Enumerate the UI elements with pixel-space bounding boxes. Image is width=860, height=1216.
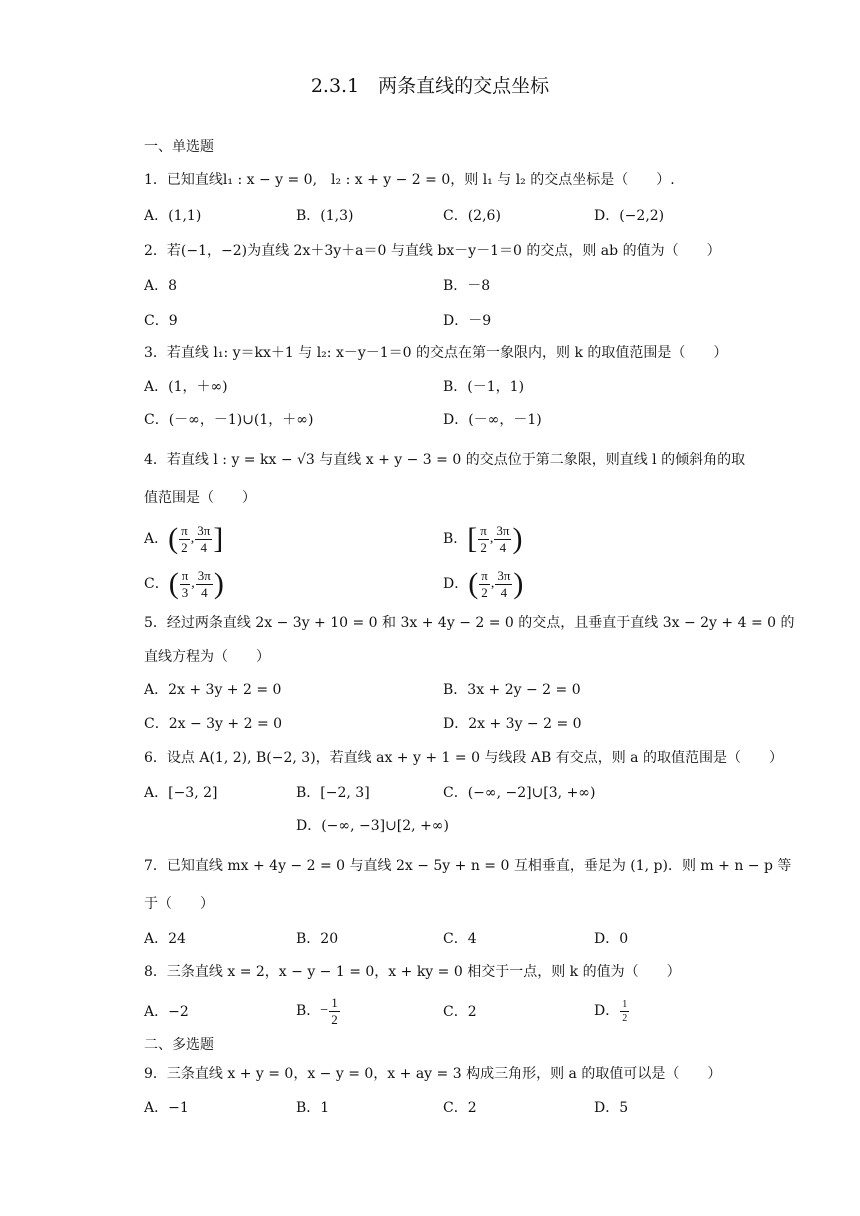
fraction-upper [494,524,511,555]
denominator: 3 [181,584,189,600]
question-7-stem-line-1: 7．已知直线 mx + 4y − 2 = 0 与直线 2x − 5y + n = 0 互相垂直，垂足为 (1, p)．则 m + n − p 等 [144,858,792,874]
question-2-option-d: D．－9 [443,313,492,329]
open-bracket: ( [168,567,179,600]
question-7-stem-line-2: 于（ ） [144,896,214,912]
question-6-stem: 6．设点 A(1, 2), B(−2, 3)，若直线 ax + y + 1 = 0 与线段 AB 有交点，则 a 的取值范围是（ ） [144,750,783,766]
question-4-option-c: C． ( $\frac{\pi}{3}$ , $\frac{3\pi}{4}$ ) [144,567,224,600]
question-4-stem-line-1: 4．若直线 l : y = kx − √3 与直线 x + y − 3 = 0 的交点位于第二象限，则直线 l 的倾斜角的取 [144,452,746,468]
question-5-stem-line-2: 直线方程为（ ） [144,649,270,665]
question-8-option-d [594,994,630,1028]
close-bracket: ) [213,567,224,600]
denominator: 2 [622,1012,628,1024]
fraction [329,996,340,1027]
question-4-stem-line-2: 值范围是（ ） [144,490,256,506]
question-6-option-c: C．(−∞, −2]∪[3, +∞) [443,785,596,801]
close-bracket: ) [513,567,524,600]
question-1-option-d: D．(−2,2) [594,208,665,224]
numerator: π [481,567,488,583]
question-1-stem: 1．已知直线l₁ : x − y = 0, l₂ : x + y − 2 = 0，则 l₁ 与 l₂ 的交点坐标是（ ）. [144,172,675,188]
fraction-lower [478,524,489,555]
option-letter: B． [443,531,468,547]
question-1-option-c: C．(2,6) [443,208,501,224]
question-9-option-c: C．2 [443,1100,477,1116]
denominator: 2 [481,584,488,600]
option-letter: D． [594,1003,620,1019]
question-7-option-c: C．4 [443,931,477,947]
fraction-lower [180,569,191,600]
question-2-option-a: A．8 [144,278,178,294]
question-7-option-b: B．20 [296,931,339,947]
question-7-option-d: D．0 [594,931,629,947]
denominator: 2 [181,539,188,555]
question-2-stem: 2．若(−1，−2)为直线 2x＋3y＋a＝0 与直线 bx－y－1＝0 的交点，则 ab 的值为（ ） [144,243,721,259]
question-9-option-d: D．5 [594,1100,629,1116]
denominator: 2 [480,539,487,555]
numerator: π [181,522,188,538]
fraction-lower [479,569,490,600]
question-2-option-b: B．－8 [443,278,491,294]
question-1-option-b: B．(1,3) [296,208,354,224]
option-letter: C． [144,576,169,592]
question-4-option-d: D． ( $\frac{\pi}{2}$ , $\frac{3\pi}{4}$ ) [443,567,524,600]
denominator: 4 [201,584,208,600]
denominator: 2 [331,1011,338,1027]
numerator: π [181,567,189,583]
question-5-option-b: B．3x + 2y − 2 = 0 [443,682,581,698]
question-6-option-b: B．[−2, 3] [296,785,370,801]
question-5-stem-line-1: 5．经过两条直线 2x − 3y + 10 = 0 和 3x + 4y − 2 = 0 的交点，且垂直于直线 3x − 2y + 4 = 0 的 [144,615,795,631]
close-bracket: ] [213,522,224,555]
fraction-upper [196,569,213,600]
question-4-option-b: B． [ $\frac{\pi}{2}$ , $\frac{3\pi}{4}$ ) [443,522,523,555]
numerator: 1 [331,994,338,1010]
question-8-option-c: C．2 [443,1004,477,1020]
section-single-choice: 一、单选题 [144,139,214,155]
numerator: 3π [197,522,211,538]
numerator: 1 [622,998,628,1010]
denominator: 4 [200,539,207,555]
open-bracket: ( [168,522,179,555]
numerator: π [480,522,487,538]
question-6-option-a: A．[−3, 2] [144,785,218,801]
close-bracket: ) [512,522,523,555]
numerator: 3π [197,567,211,583]
fraction-lower [179,524,190,555]
question-6-option-d: D．(−∞, −3]∪[2, +∞) [296,818,449,834]
question-3-stem: 3．若直线 l₁: y＝kx＋1 与 l₂: x－y－1＝0 的交点在第一象限内，则 k 的取值范围是（ ） [144,345,728,361]
question-4-option-a: A． ( $\frac{\pi}{2}$ , $\frac{3\pi}{4}$ ] [144,522,224,555]
question-8-stem: 8．三条直线 x = 2，x − y − 1 = 0，x + ky = 0 相交于一点，则 k 的值为（ ） [144,964,681,980]
option-letter: D． [443,576,469,592]
question-1-option-a: A．(1,1) [144,208,202,224]
numerator: 3π [497,567,511,583]
denominator: 4 [499,539,507,555]
fraction [620,999,629,1024]
option-letter: B． [296,1003,321,1019]
question-3-option-d: D．(－∞，－1) [443,412,542,428]
page-title: 2.3.1 两条直线的交点坐标 [310,75,550,97]
open-bracket: ( [468,567,479,600]
numerator: 3π [496,522,510,538]
option-letter: A． [144,531,169,547]
open-bracket: [ [467,522,478,555]
question-8-option-b [296,994,341,1028]
question-3-option-a: A．(1，＋∞) [144,379,228,395]
denominator: 4 [500,584,508,600]
question-9-option-a: A．−1 [144,1100,189,1116]
question-9-stem: 9．三条直线 x + y = 0，x − y = 0，x + ay = 3 构成三角形，则 a 的取值可以是（ ） [144,1066,722,1082]
question-9-option-b: B．1 [296,1100,330,1116]
question-2-option-c: C．9 [144,313,178,329]
question-5-option-d: D．2x + 3y − 2 = 0 [443,716,582,732]
fraction-upper [195,524,212,555]
minus-sign: − [320,1003,329,1018]
section-multiple-choice: 二、多选题 [144,1037,214,1053]
question-5-option-c: C．2x − 3y + 2 = 0 [144,716,283,732]
question-8-option-a: A．−2 [144,1004,189,1020]
question-5-option-a: A．2x + 3y + 2 = 0 [144,682,282,698]
question-3-option-c: C．(－∞，－1)∪(1，＋∞) [144,412,314,428]
fraction-upper [495,569,512,600]
question-7-option-a: A．24 [144,931,186,947]
question-3-option-b: B．(－1，1) [443,379,525,395]
